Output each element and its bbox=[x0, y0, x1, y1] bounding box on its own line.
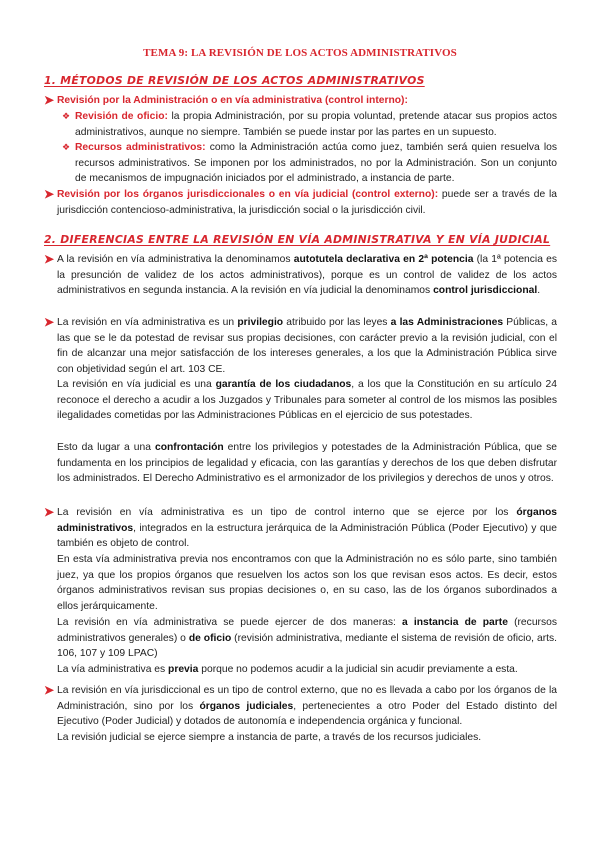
bullet-label: Revisión por los órganos jurisdiccionales o en vía judicial (control externo): bbox=[57, 189, 439, 200]
section-1-heading: 1. MÉTODOS DE REVISIÓN DE LOS ACTOS ADMINISTRATIVOS bbox=[44, 74, 425, 87]
text-run: La revisión en vía administrativa es un bbox=[57, 317, 238, 328]
section-2-heading: 2. DIFERENCIAS ENTRE LA REVISIÓN EN VÍA ADMINISTRATIVA Y EN VÍA JUDICIAL bbox=[44, 233, 551, 246]
text-run: La revisión en vía judicial es una bbox=[57, 379, 216, 390]
sub-bullet-revision-oficio bbox=[75, 109, 557, 140]
paragraph-dos-maneras bbox=[57, 615, 557, 662]
text-run: La revisión en vía jurisdiccional es un tipo de control externo, que no es llevada a cabo por los órganos de la Administración, sino por los bbox=[57, 685, 557, 712]
bold-term: garantía de los ciudadanos bbox=[215, 379, 352, 390]
arrow-bullet-icon: ➤ bbox=[44, 505, 55, 519]
paragraph-instancia-parte: La revisión judicial se ejerce siempre a instancia de parte, a través de los recursos judiciales. bbox=[57, 732, 482, 743]
text-run: , pertenecientes a otro Poder del Estado distinto del Ejecutivo (Poder Judicial) y dotados de autonomía e independencia orgánica y funcional. bbox=[57, 700, 557, 728]
text-run: Esto da lugar a una bbox=[57, 442, 155, 453]
bold-term: a las Administraciones bbox=[390, 317, 504, 328]
bold-term: privilegio bbox=[237, 317, 284, 328]
diamond-bullet-icon: ❖ bbox=[62, 111, 71, 121]
arrow-bullet-icon: ➤ bbox=[44, 315, 55, 329]
bold-term: órganos administrativos bbox=[57, 507, 557, 534]
text-run: . bbox=[537, 285, 541, 297]
sub-bullet-label: Recursos administrativos: bbox=[75, 142, 206, 153]
paragraph-garantia bbox=[57, 377, 557, 424]
text-run: , a los que la Constitución en su artículo 24 reconoce el derecho a acudir a los Juzgados y Tribunales para someter al control de los mismos las posibles ilegalidades cometidas por las Administraciones Públicas en el ejercicio de sus potestades. bbox=[57, 379, 558, 422]
paragraph-control-interno bbox=[57, 505, 557, 552]
paragraph-confrontacion bbox=[57, 440, 557, 487]
text-run: , integrados en la estructura jerárquica de la Administración Pública (Poder Ejecutivo) y que también es objeto de control. bbox=[57, 522, 557, 550]
sub-bullet-text: como la Administración actúa como juez, también será quien resuelva los recursos administrativos. Se imponen por los administrados, no por la Administración. Son un conjunto de mecanismos de impugnación iniciados por el administrado, a instancia de parte. bbox=[75, 142, 557, 185]
text-run: A la revisión en vía administrativa la denominamos bbox=[57, 254, 294, 265]
sub-bullet-text: la propia Administración, por su propia voluntad, pretende atacar sus propios actos administrativos, aunque no siempre. También se puede instar por las partes en un supuesto. bbox=[75, 111, 557, 138]
text-run: Públicas, a las que se le da potestad de revisar sus propias decisiones, con carácter previo a la revisión judicial, con el fin de alcanzar una mejor satisfacción de los intereses generales, a los que la Administración Pública sirve con objetividad según el art. 103 CE. bbox=[57, 317, 558, 375]
bullet-admin-review bbox=[57, 93, 557, 109]
paragraph-juez-y-parte: En esta vía administrativa previa nos encontramos con que la Administración no es sólo parte, sino también juez, ya que los propios órganos que resuelven los actos son los que revisan esos actos. Es decir, estos órganos administrativos revisan sus propias decisiones o, en su caso, las de los órganos subordinados a ellos jerárquicamente. bbox=[57, 554, 557, 612]
text-run: porque no podemos acudir a la judicial sin acudir previamente a esta. bbox=[198, 664, 518, 675]
text-run: atribuido por las leyes bbox=[283, 317, 391, 328]
diamond-bullet-icon: ❖ bbox=[62, 142, 71, 152]
text-run: La vía administrativa es bbox=[57, 664, 169, 675]
text-run: (revisión administrativa, mediante el sistema de revisión de oficio, arts. 106, 107 y 109 LPAC) bbox=[57, 632, 557, 660]
document-title: TEMA 9: LA REVISIÓN DE LOS ACTOS ADMINISTRATIVOS bbox=[143, 47, 457, 59]
bold-term: control jurisdiccional bbox=[433, 285, 538, 297]
arrow-bullet-icon: ➤ bbox=[44, 683, 55, 697]
sub-bullet-recursos bbox=[75, 140, 557, 187]
bullet-text: puede ser a través de la jurisdicción contencioso-administrativa, la jurisdicción social o la jurisdicción civil. bbox=[57, 189, 557, 216]
text-run: (recursos administrativos generales) o bbox=[57, 617, 557, 644]
text-run: (la 1ª potencia es la presunción de validez de los actos administrativos), porque es un control de validez de los actos administrativos en segunda instancia. A la revisión en vía judicial la denominamos bbox=[57, 254, 557, 297]
text-run: La revisión en vía administrativa se puede ejercer de dos maneras: bbox=[57, 617, 402, 628]
paragraph-privilegio bbox=[57, 315, 557, 377]
text-run: entre los privilegios y potestades de la Administración Pública, que se fundamenta en los principios de legalidad y eficacia, con las garantías y derechos de los que deben disfrutar los administrados. El Derecho Administrativo es el armonizador de los privilegios y derechos de unos y otros. bbox=[57, 442, 557, 485]
sub-bullet-label: Revisión de oficio: bbox=[75, 111, 168, 122]
bold-term: a instancia de parte bbox=[402, 617, 508, 628]
bold-term: autotutela declarativa en 2ª potencia bbox=[293, 254, 474, 265]
bold-term: confrontación bbox=[155, 442, 224, 453]
arrow-bullet-icon: ➤ bbox=[44, 93, 55, 107]
bold-term: órganos judiciales bbox=[199, 700, 294, 712]
arrow-bullet-icon: ➤ bbox=[44, 252, 55, 266]
arrow-bullet-icon: ➤ bbox=[44, 187, 55, 201]
bold-term: de oficio bbox=[188, 632, 232, 644]
paragraph-control-externo bbox=[57, 683, 557, 730]
paragraph-autotutela bbox=[57, 252, 557, 299]
paragraph-previa bbox=[57, 662, 557, 678]
bullet-label: Revisión por la Administración o en vía administrativa (control interno): bbox=[57, 95, 408, 106]
bold-term: previa bbox=[168, 664, 199, 675]
text-run: La revisión en vía administrativa es un tipo de control interno que se ejerce por los bbox=[57, 507, 517, 518]
bullet-judicial-review bbox=[57, 187, 557, 218]
